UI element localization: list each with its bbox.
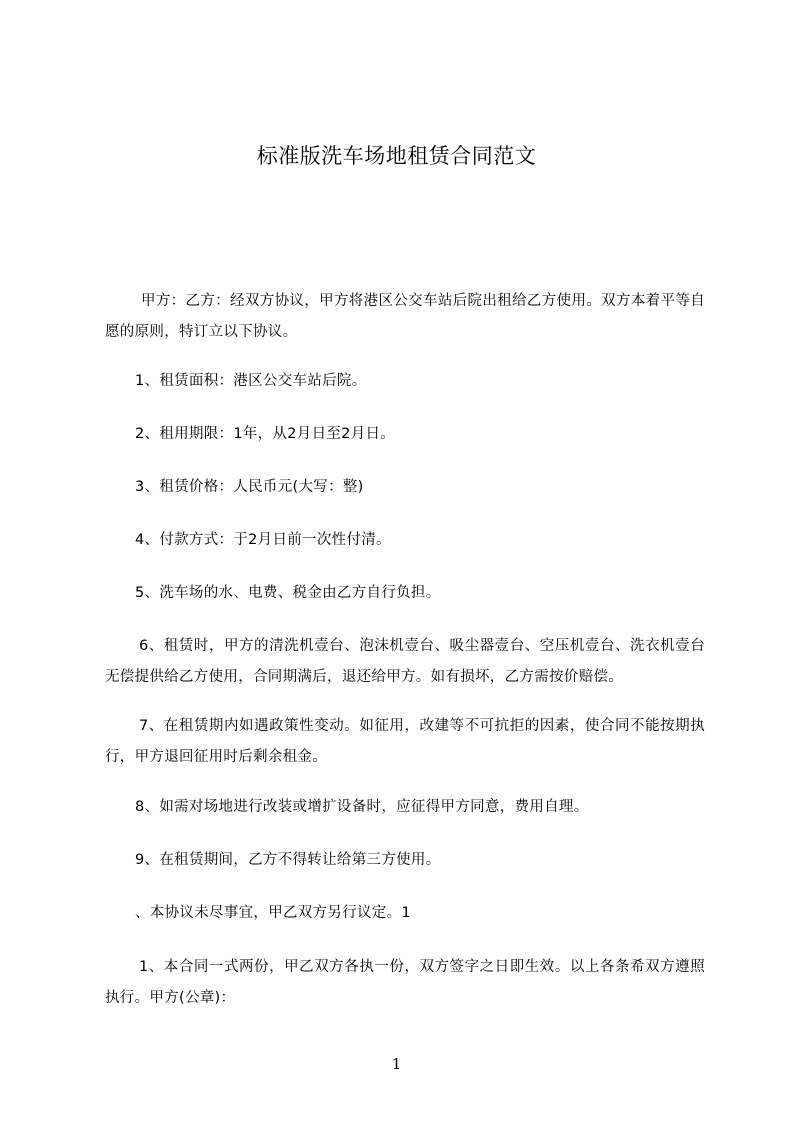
document-title: 标准版洗车场地租赁合同范文	[256, 144, 537, 168]
paragraph-clause-5: 5、洗车场的水、电费、税金由乙方自行负担。	[135, 585, 441, 601]
paragraph-clause-1: 1、租赁面积：港区公交车站后院。	[135, 373, 367, 389]
paragraph-clause-4: 4、付款方式：于2月日前一次性付清。	[135, 532, 391, 548]
paragraph-clause-2: 2、租用期限：1年，从2月日至2月日。	[135, 426, 396, 442]
paragraph-clause-8: 8、如需对场地进行改装或增扩设备时，应征得甲方同意，费用自理。	[135, 799, 589, 815]
paragraph-clause-11: 1、本合同一式两份，甲乙双方各执一份，双方签字之日即生效。以上各条希双方遵照执行。甲方(公章)：	[105, 959, 705, 1006]
paragraph-clause-10: 、本协议未尽事宜，甲乙双方另行议定。1	[135, 905, 411, 921]
paragraph-clause-6: 6、租赁时，甲方的清洗机壹台、泡沫机壹台、吸尘器壹台、空压机壹台、洗衣机壹台无偿提供给乙方使用，合同期满后，退还给甲方。如有损坏，乙方需按价赔偿。	[105, 638, 705, 685]
paragraph-clause-9: 9、在租赁期间，乙方不得转让给第三方使用。	[135, 852, 441, 868]
paragraph-clause-7: 7、在租赁期内如遇政策性变动。如征用，改建等不可抗拒的因素，使合同不能按期执行，甲方退回征用时后剩余租金。	[105, 718, 705, 765]
paragraph-clause-3: 3、租赁价格：人民币元(大写：整)	[135, 479, 364, 495]
paragraph-intro: 甲方：乙方：经双方协议，甲方将港区公交车站后院出租给乙方使用。双方本着平等自愿的原则，特订立以下协议。	[105, 293, 705, 340]
page-number: 1	[391, 1055, 402, 1073]
